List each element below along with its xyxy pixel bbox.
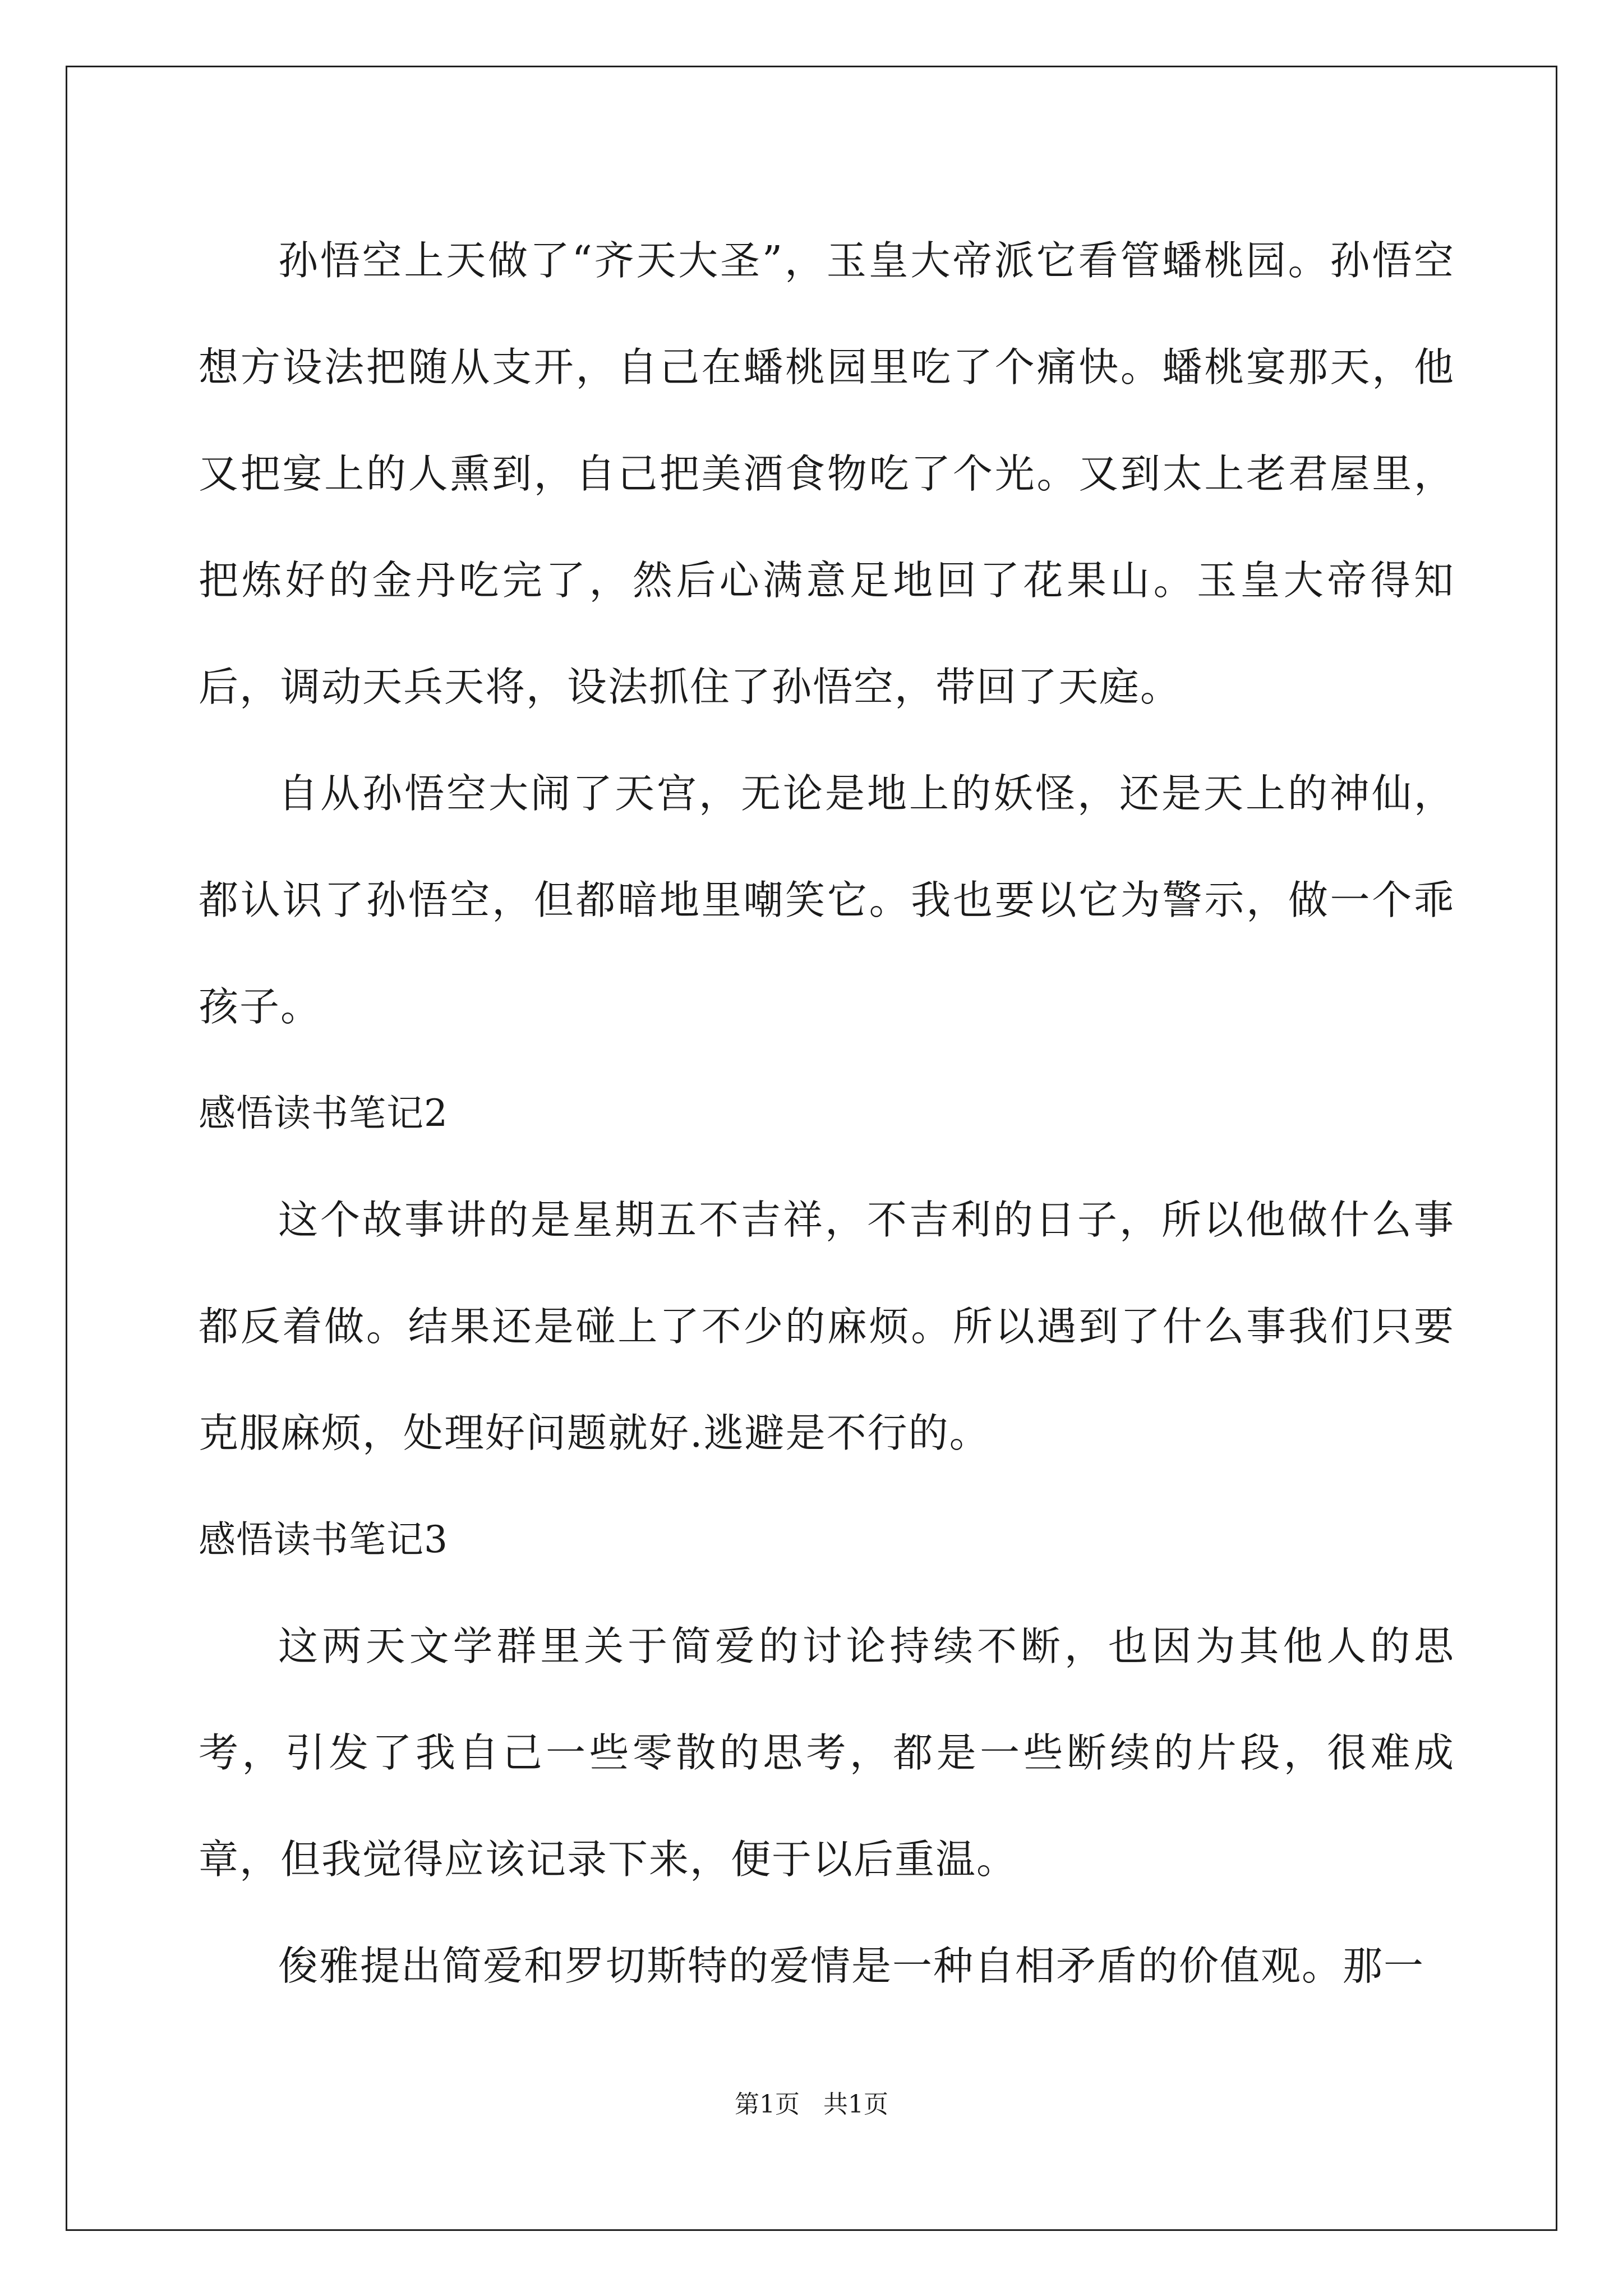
- current-page-number: 第1页: [735, 2090, 800, 2119]
- section-heading-3: 感悟读书笔记3: [199, 1518, 448, 1561]
- document-body: [199, 208, 1455, 2019]
- section-heading-2: 感悟读书笔记2: [199, 1092, 448, 1135]
- paragraph-2: 自从孙悟空大闹了天宫，无论是地上的妖怪，还是天上的神仙，都认识了孙悟空，但都暗地里嘲笑它。我也要以它为警示，做一个乖孩子。: [199, 770, 1455, 1030]
- page-footer: [0, 2088, 1623, 2122]
- paragraph-3: 这个故事讲的是星期五不吉祥，不吉利的日子，所以他做什么事都反着做。结果还是碰上了不少的麻烦。所以遇到了什么事我们只要克服麻烦，处理好问题就好.逃避是不行的。: [199, 1197, 1455, 1456]
- total-page-count: 共1页: [823, 2090, 888, 2119]
- paragraph-5: 俊雅提出简爱和罗切斯特的爱情是一种自相矛盾的价值观。那一: [278, 1943, 1425, 1989]
- paragraph-1: 孙悟空上天做了“齐天大圣”，玉皇大帝派它看管蟠桃园。孙悟空想方设法把随从支开，自己在蟠桃园里吃了个痛快。蟠桃宴那天，他又把宴上的人熏到，自己把美酒食物吃了个光。又到太上老君屋里，把炼好的金丹吃完了，然后心满意足地回了花果山。玉皇大帝得知后，调动天兵天将，设法抓住了孙悟空，带回了天庭。: [199, 237, 1455, 710]
- paragraph-4: 这两天文学群里关于简爱的讨论持续不断，也因为其他人的思考，引发了我自己一些零散的思考，都是一些断续的片段，很难成章，但我觉得应该记录下来，便于以后重温。: [199, 1623, 1455, 1883]
